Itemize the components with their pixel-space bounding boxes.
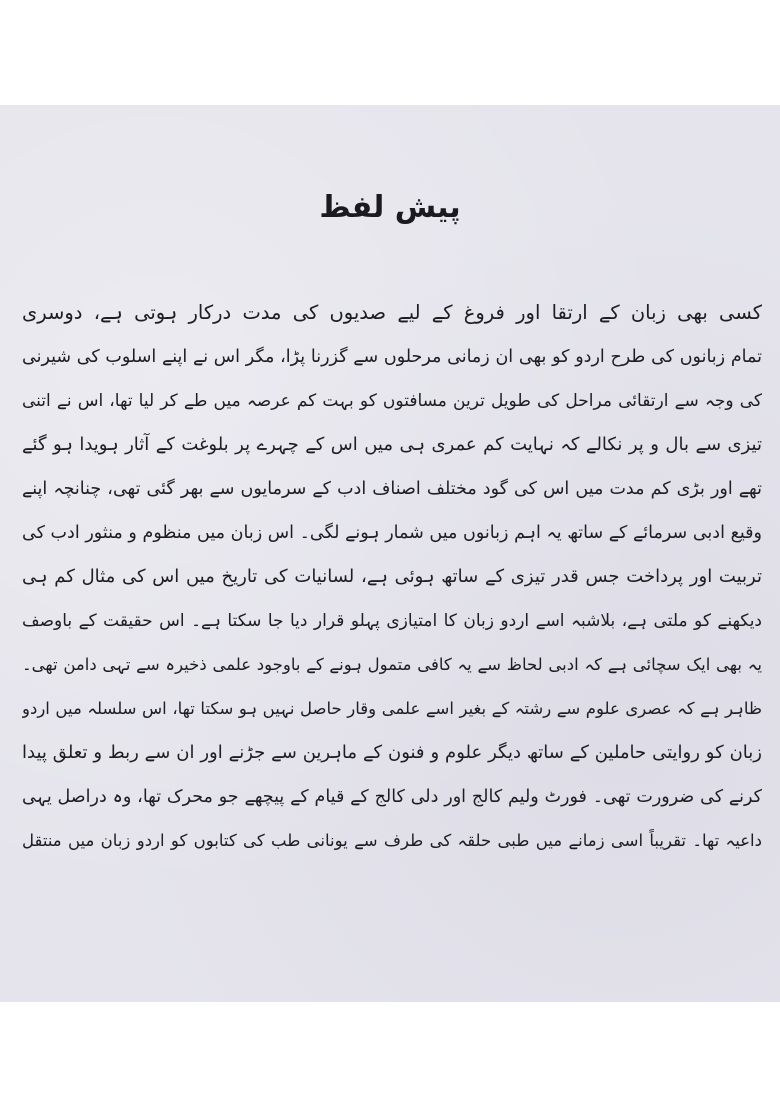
text-line-12: کرنے کی ضرورت تھی۔ فورٹ ولیم کالج اور دلی کالج کے قیام کے پیچھے جو محرک تھا، وہ دراصل یہی [22,787,762,807]
text-line-5: تھے اور بڑی کم مدت میں اس کی گود مختلف اصناف ادب کے سرمایوں سے بھر گئی تھی، چنانچہ اپنے [22,479,762,499]
text-line-10: ظاہر ہے کہ عصری علوم سے رشتہ کے بغیر اسے علمی وقار حاصل نہیں ہو سکتا تھا، اس سلسلہ میں اردو [22,699,762,718]
text-line-3: کی وجہ سے ارتقائی مراحل کی طویل ترین مسافتوں کو بہت کم عرصہ میں طے کر لیا تھا، اس نے اتنی [22,391,762,411]
text-line-7: تربیت اور پرداخت جس قدر تیزی کے ساتھ ہوئی ہے، لسانیات کی تاریخ میں اس کی مثال کم ہی [22,566,762,587]
text-line-8: دیکھنے کو ملتی ہے، بلاشبہ اسے اردو زبان کا امتیازی پہلو قرار دیا جا سکتا ہے۔ اس حقیقت کے باوصف [22,611,762,631]
text-line-9: یہ بھی ایک سچائی ہے کہ ادبی لحاظ سے یہ کافی متمول ہونے کے باوجود علمی ذخیرہ سے تہی دامن تھی۔ [22,655,762,674]
text-line-13: داعیہ تھا۔ تقریباً اسی زمانے میں طبی حلقہ کی طرف سے یونانی طب کی کتابوں کو اردو زبان میں منتقل [22,831,762,850]
preface-paragraph [22,291,762,863]
text-line-11: زبان کو روایتی حاملین کے ساتھ دیگر علوم و فنون کے ماہرین سے جڑنے اور ان سے ربط و تعلق پیدا [22,742,762,763]
text-line-2: تمام زبانوں کی طرح اردو کو بھی ان زمانی مرحلوں سے گزرنا پڑا، مگر اس نے اپنے اسلوب کی شیرنی [22,347,762,367]
text-line-1: کسی بھی زبان کے ارتقا اور فروغ کے لیے صدیوں کی مدت درکار ہوتی ہے، دوسری [22,301,762,324]
page-title: پیش لفظ [319,190,461,226]
scanned-book-page [0,105,780,1002]
text-line-6: وقیع ادبی سرمائے کے ساتھ یہ اہم زبانوں میں شمار ہونے لگی۔ اس زبان میں منظوم و منثور ادب کی [22,523,762,543]
text-line-4: تیزی سے بال و پر نکالے کہ نہایت کم عمری ہی میں اس کے چہرے پر بلوغت کے آثار ہویدا ہو گئے [22,434,762,455]
